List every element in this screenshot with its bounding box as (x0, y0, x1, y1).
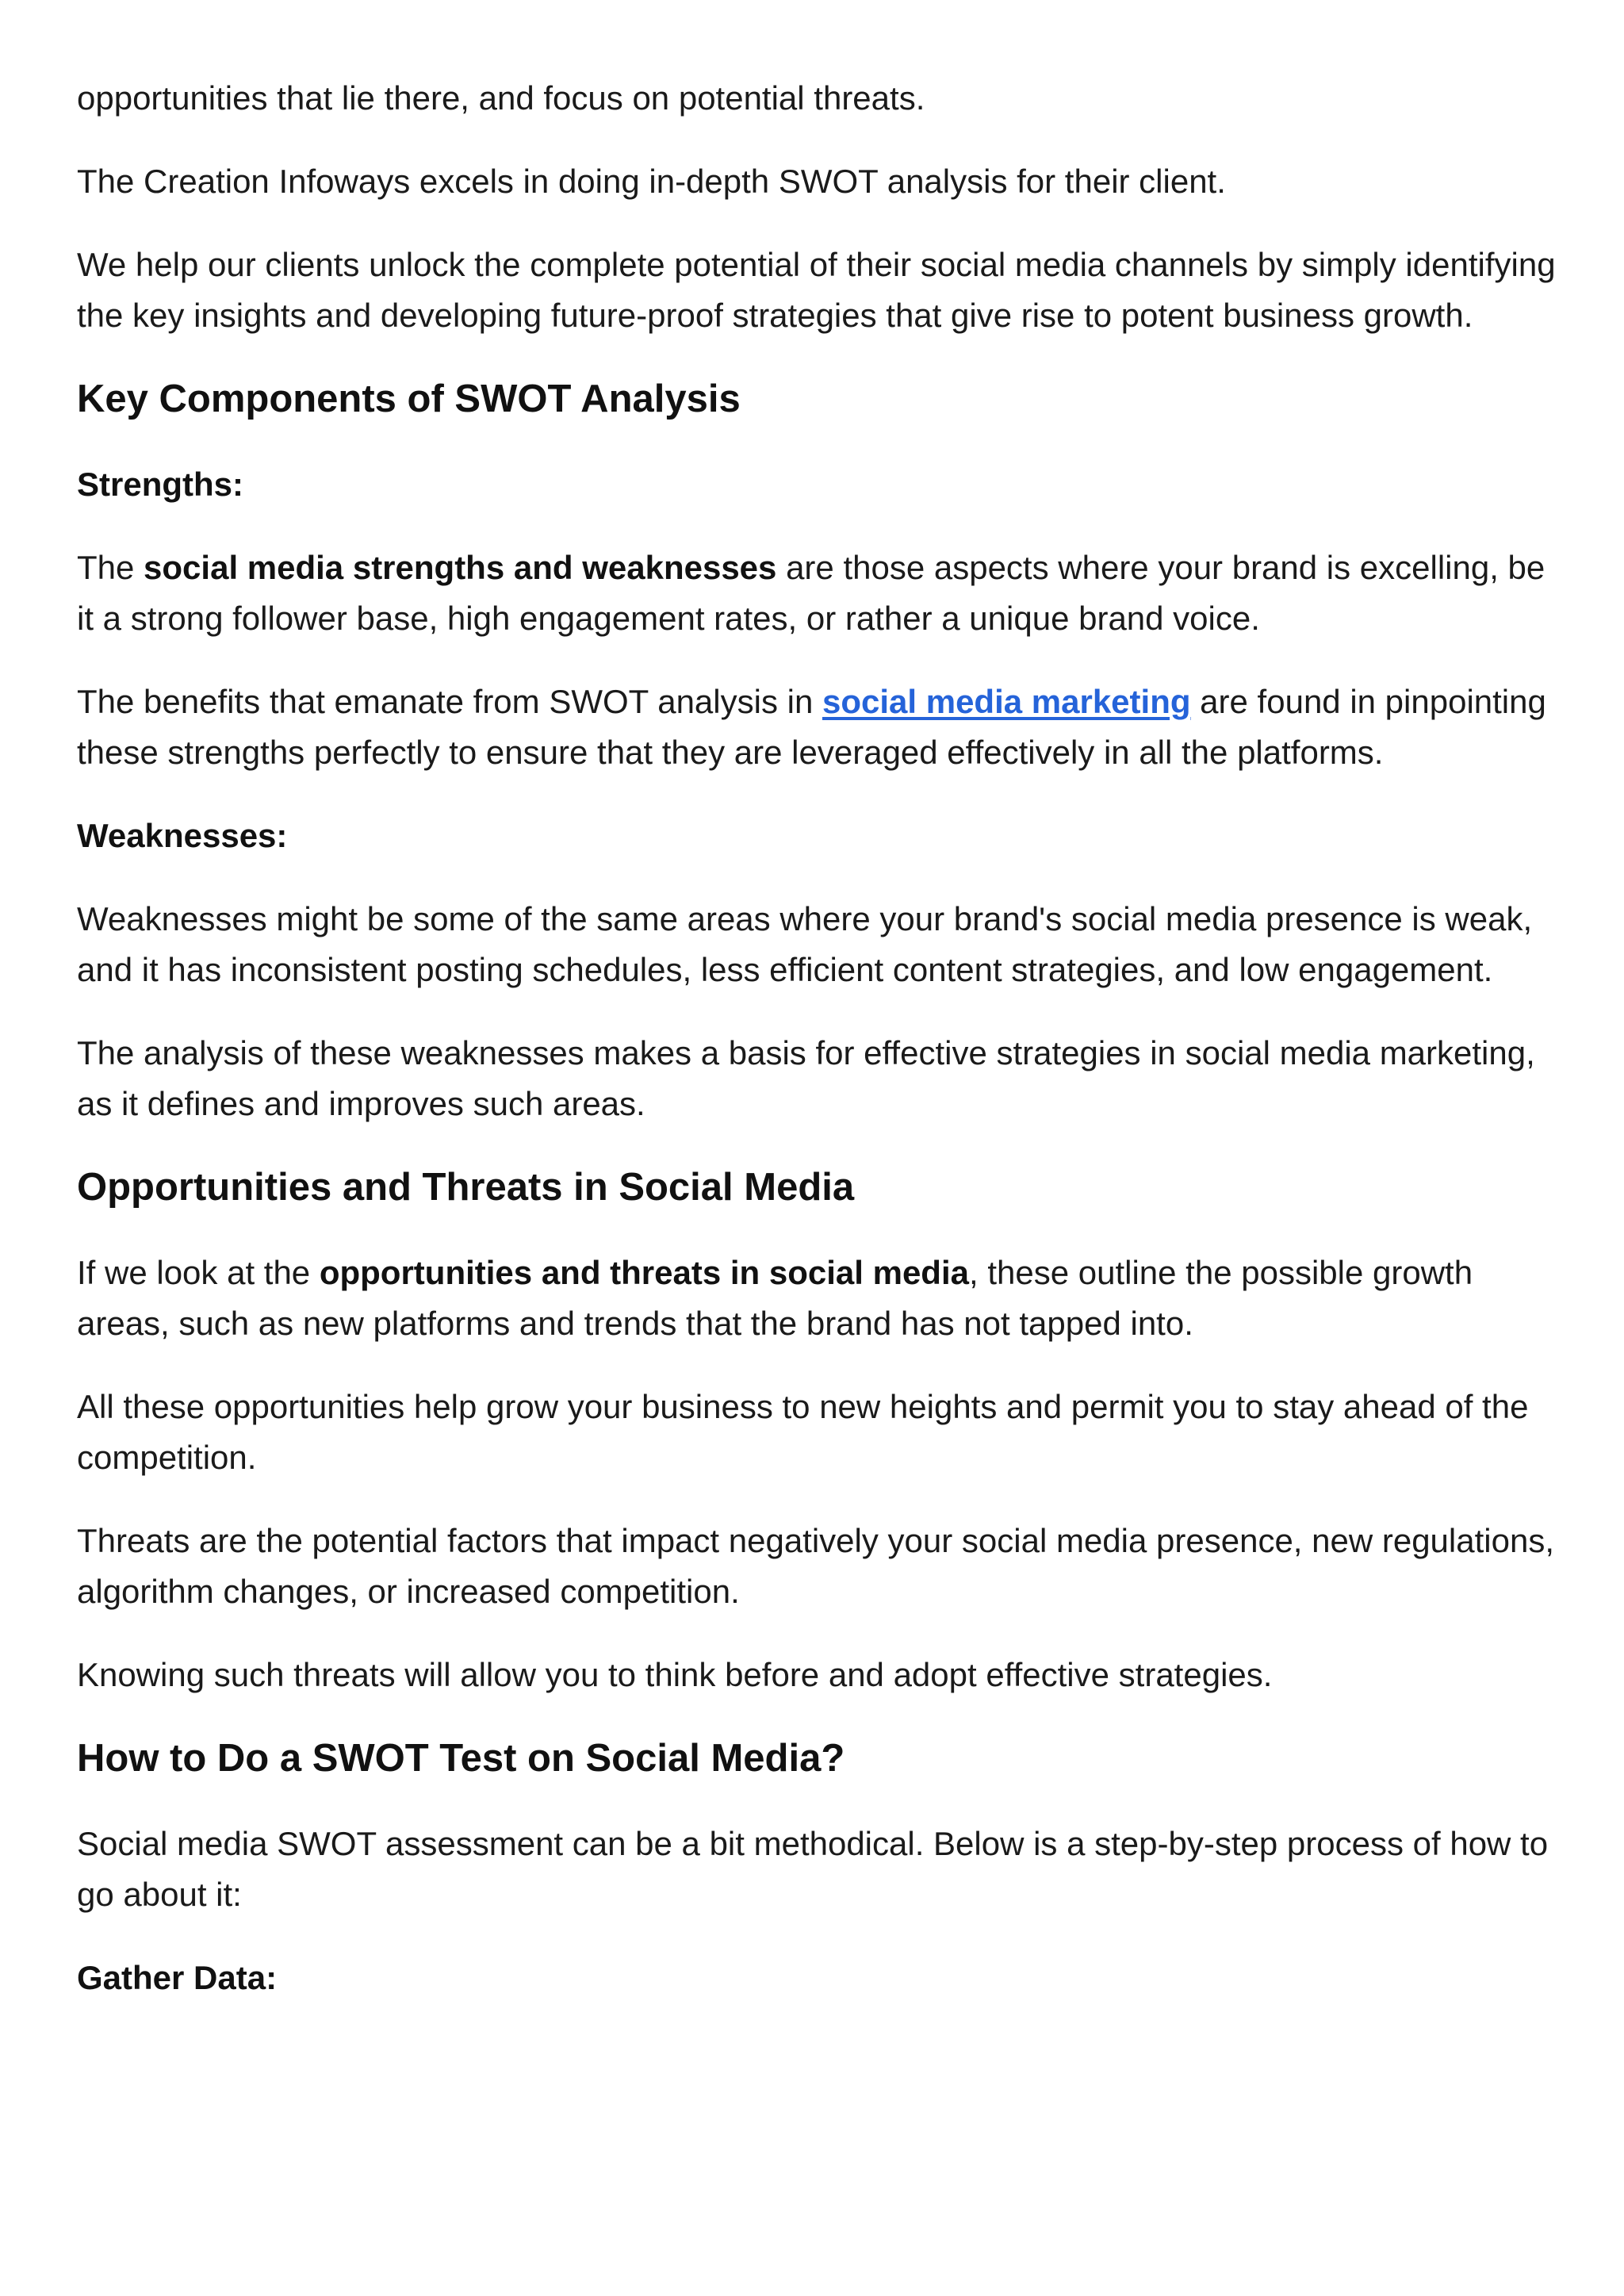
weaknesses-paragraph-2: The analysis of these weaknesses makes a basis for effective strategies in social media marketing, as it defines and improves such areas. (77, 1034, 1535, 1122)
opportunities-threats-bold: opportunities and threats in social media (319, 1254, 969, 1291)
how-to-swot-heading: How to Do a SWOT Test on Social Media? (77, 1737, 845, 1780)
opportunities-p1-before: If we look at the (77, 1254, 320, 1291)
threats-paragraph-2: Knowing such threats will allow you to think before and adopt effective strategies. (77, 1656, 1273, 1693)
strengths-paragraph-2 (77, 677, 1568, 778)
weaknesses-paragraph-1: Weaknesses might be some of the same areas where your brand's social media presence is weak, and it has inconsistent posting schedules, less efficient content strategies, and low engagement. (77, 900, 1533, 988)
how-to-paragraph: Social media SWOT assessment can be a bit methodical. Below is a step-by-step process of how to go about it: (77, 1825, 1549, 1913)
strengths-p1-after: are those aspects where your brand is excelling, be it a strong follower base, high engagement rates, or rather a unique brand voice. (77, 549, 1545, 637)
intro-tail-paragraph: opportunities that lie there, and focus on potential threats. (77, 79, 925, 117)
strengths-paragraph-1 (77, 542, 1568, 644)
article-body (77, 73, 1568, 2036)
social-media-marketing-link[interactable]: social media marketing (822, 683, 1191, 720)
opportunities-paragraph-2: All these opportunities help grow your business to new heights and permit you to stay ahead of the competition. (77, 1388, 1529, 1476)
unlock-potential-paragraph: We help our clients unlock the complete potential of their social media channels by simply identifying the key insights and developing future-proof strategies that give rise to potent business growth. (77, 246, 1556, 334)
opportunities-threats-heading: Opportunities and Threats in Social Media (77, 1166, 855, 1209)
opportunities-p1-after: , these outline the possible growth areas, such as new platforms and trends that the brand has not tapped into. (77, 1254, 1473, 1342)
strengths-label: Strengths: (77, 466, 243, 503)
strengths-weaknesses-bold: social media strengths and weaknesses (144, 549, 777, 586)
key-components-heading: Key Components of SWOT Analysis (77, 378, 741, 420)
strengths-p2-after: are found in pinpointing these strengths perfectly to ensure that they are leveraged effectively in all the platforms. (77, 683, 1546, 771)
threats-paragraph-1: Threats are the potential factors that impact negatively your social media presence, new regulations, algorithm changes, or increased competition. (77, 1522, 1554, 1610)
creation-infoways-paragraph: The Creation Infoways excels in doing in-depth SWOT analysis for their client. (77, 163, 1226, 200)
gather-data-label: Gather Data: (77, 1959, 278, 1996)
strengths-p2-before: The benefits that emanate from SWOT analysis in (77, 683, 822, 720)
weaknesses-label: Weaknesses: (77, 817, 288, 854)
opportunities-paragraph-1 (77, 1248, 1568, 1349)
strengths-p1-before: The (77, 549, 144, 586)
